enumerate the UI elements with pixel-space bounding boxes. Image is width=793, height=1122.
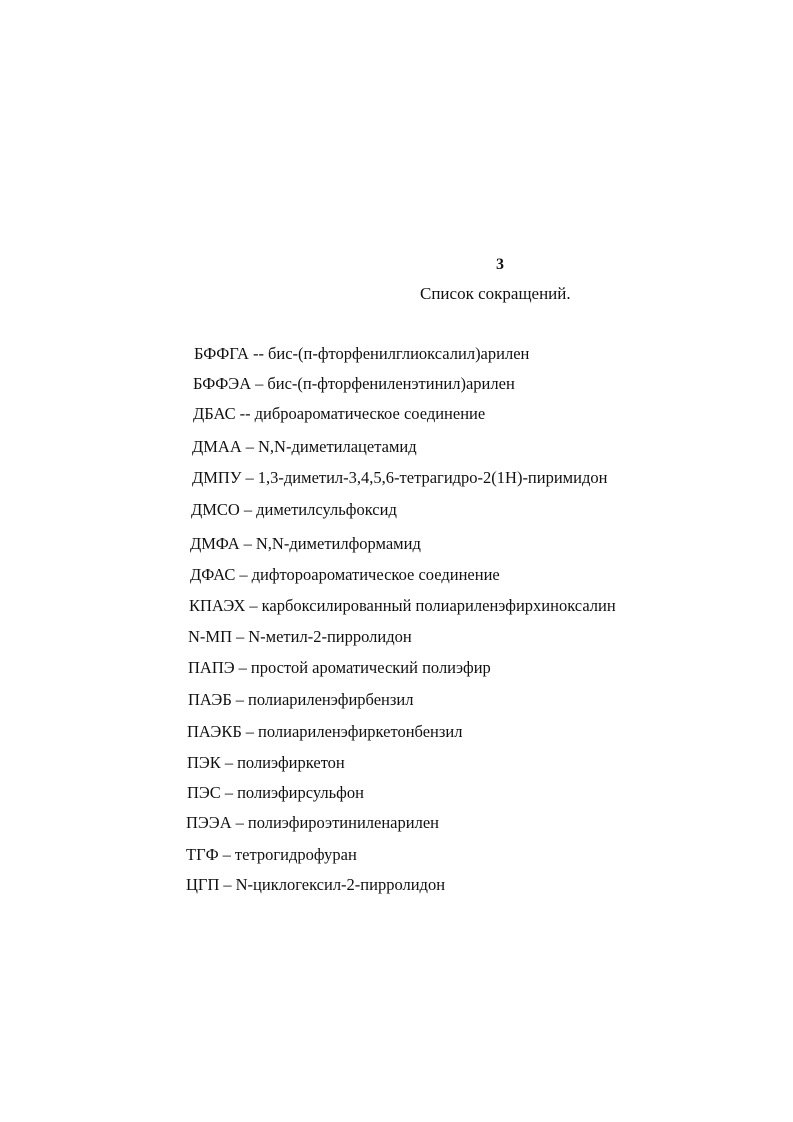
- list-item: [186, 813, 439, 833]
- abbreviation-term: ДФАС: [190, 565, 236, 584]
- abbreviation-definition: полиэфироэтиниленарилен: [247, 813, 439, 832]
- separator: –: [238, 658, 247, 677]
- abbreviation-definition: 1,3-диметил-3,4,5,6-тетрагидро-2(1Н)-пиримидон: [257, 468, 608, 487]
- abbreviation-term: ПАПЭ: [188, 658, 235, 677]
- separator: --: [239, 404, 251, 423]
- abbreviation-term: ПАЭКБ: [187, 722, 242, 741]
- abbreviation-term: ЦГП: [186, 875, 220, 894]
- separator: –: [243, 534, 252, 553]
- abbreviation-term: КПАЭХ: [189, 596, 246, 615]
- list-item: [187, 753, 345, 773]
- separator: –: [222, 845, 231, 864]
- abbreviation-definition: простой ароматический полиэфир: [250, 658, 491, 677]
- list-item: [188, 658, 491, 678]
- list-item: [186, 875, 445, 895]
- abbreviation-definition: полиариленэфирбензил: [248, 690, 414, 709]
- abbreviation-definition: полиариленэфиркетонбензил: [258, 722, 463, 741]
- list-item: [192, 468, 607, 488]
- abbreviation-definition: диметилсульфоксид: [256, 500, 397, 519]
- separator: –: [245, 722, 255, 741]
- abbreviation-term: ПЭК: [187, 753, 221, 772]
- separator: –: [249, 596, 258, 615]
- list-item: [191, 500, 397, 520]
- page-title: Список сокращений.: [420, 284, 571, 303]
- abbreviation-definition: полиэфиркетон: [237, 753, 345, 772]
- list-item: [190, 534, 421, 554]
- abbreviation-definition: N-циклогексил-2-пирролидон: [235, 875, 446, 894]
- list-item: [193, 374, 515, 394]
- list-item: [187, 722, 462, 742]
- abbreviation-term: N-МП: [188, 627, 232, 646]
- list-item: [192, 437, 417, 457]
- separator: –: [224, 753, 234, 772]
- abbreviation-term: ДМФА: [190, 534, 240, 553]
- abbreviation-definition: полиэфирсульфон: [237, 783, 364, 802]
- abbreviation-term: ДМАА: [192, 437, 242, 456]
- separator: –: [243, 500, 253, 519]
- abbreviation-definition: тетрогидрофуран: [234, 845, 357, 864]
- abbreviation-term: ДМПУ: [192, 468, 242, 487]
- abbreviation-definition: бис-(п-фторфенилглиоксалил)арилен: [267, 344, 530, 363]
- separator: –: [236, 627, 245, 646]
- separator: –: [245, 468, 254, 487]
- list-item: [188, 690, 413, 710]
- abbreviation-definition: дифтороароматическое соединение: [251, 565, 500, 584]
- abbreviation-definition: диброароматическое соединение: [254, 404, 486, 423]
- separator: –: [235, 813, 244, 832]
- abbreviation-definition: карбоксилированный полиариленэфирхиноксалин: [261, 596, 616, 615]
- abbreviation-term: ТГФ: [186, 845, 219, 864]
- abbreviation-term: ПЭЭА: [186, 813, 232, 832]
- separator: –: [224, 783, 234, 802]
- separator: –: [235, 690, 245, 709]
- abbreviation-term: ДМСО: [191, 500, 240, 519]
- separator: –: [223, 875, 232, 894]
- abbreviation-definition: N-метил-2-пирролидон: [248, 627, 412, 646]
- separator: –: [245, 437, 255, 456]
- abbreviation-term: БФФЭА: [193, 374, 252, 393]
- list-item: [187, 783, 364, 803]
- abbreviation-definition: бис-(п-фторфениленэтинил)арилен: [267, 374, 515, 393]
- page-number: 3: [496, 256, 504, 273]
- separator: –: [255, 374, 264, 393]
- abbreviation-term: ДБАС: [193, 404, 236, 423]
- list-item: [193, 404, 485, 424]
- list-item: [190, 565, 500, 585]
- abbreviation-definition: N,N-диметилформамид: [255, 534, 421, 553]
- abbreviation-term: БФФГА: [194, 344, 249, 363]
- list-item: [188, 627, 412, 647]
- list-item: [194, 344, 529, 364]
- list-item: [186, 845, 357, 865]
- abbreviation-term: ПЭС: [187, 783, 221, 802]
- separator: --: [252, 344, 264, 363]
- list-item: [189, 596, 616, 616]
- abbreviation-definition: N,N-диметилацетамид: [258, 437, 417, 456]
- abbreviation-term: ПАЭБ: [188, 690, 232, 709]
- separator: –: [239, 565, 248, 584]
